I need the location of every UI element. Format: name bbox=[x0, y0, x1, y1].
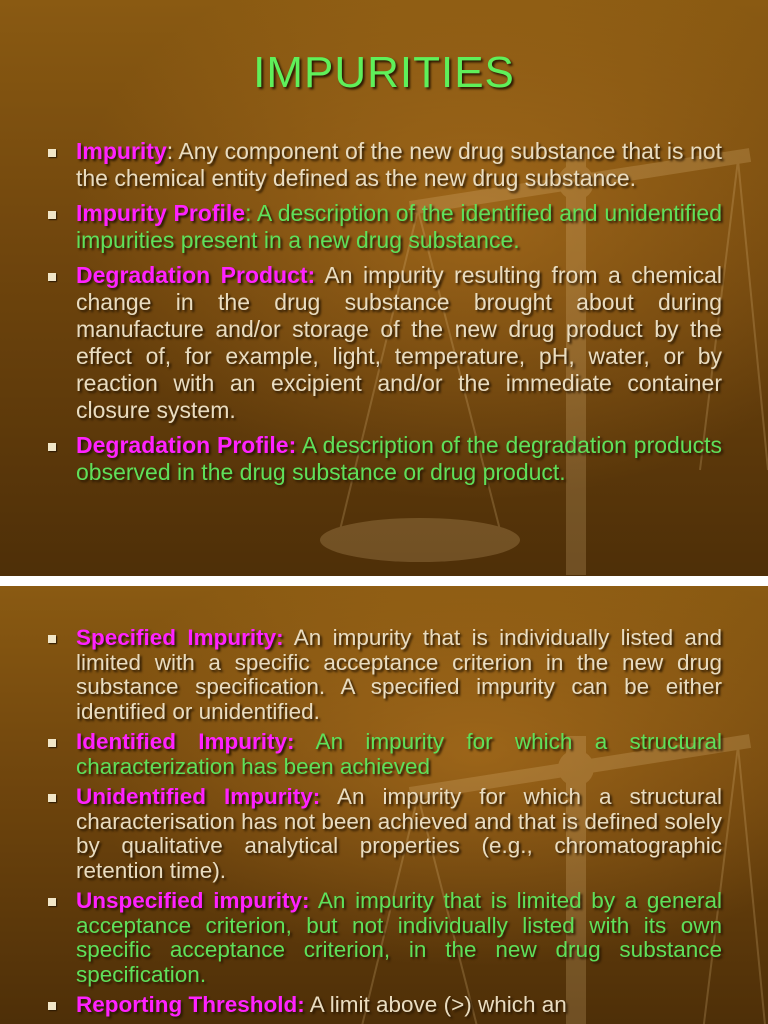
definition-term: Identified Impurity: bbox=[76, 729, 295, 754]
definition-term: Degradation Profile: bbox=[76, 432, 297, 458]
definition-text: An impurity that is limited by a general acceptance criterion, but not individually listed with its own specific acceptance criterion, in the new drug substance specification. bbox=[76, 888, 722, 987]
definition-term: Reporting Threshold: bbox=[76, 992, 305, 1017]
definition-term: Unspecified impurity: bbox=[76, 888, 310, 913]
definition-item bbox=[44, 626, 722, 724]
term-separator: : bbox=[245, 200, 252, 226]
bullet-square-icon bbox=[48, 794, 56, 802]
definition-text: An impurity for which a structural characterization has been achieved bbox=[76, 729, 723, 779]
definition-term: Unidentified Impurity: bbox=[76, 784, 321, 809]
definition-term: Impurity bbox=[76, 138, 167, 164]
definition-item bbox=[44, 200, 722, 254]
definition-term: Specified Impurity: bbox=[76, 625, 284, 650]
bullet-square-icon bbox=[48, 149, 56, 157]
bullet-square-icon bbox=[48, 739, 56, 747]
definition-term: Impurity Profile bbox=[76, 200, 246, 226]
definition-text: A description of the degradation products observed in the drug substance or drug product. bbox=[76, 432, 722, 485]
definition-text: A limit above (>) which an bbox=[304, 992, 567, 1017]
definition-text: An impurity resulting from a chemical change in the drug substance brought about during manufacture and/or storage of the new drug product by the effect of, for example, light, temperature, pH, water, or by reaction with an excipient and/or the immediate container closure system. bbox=[76, 262, 722, 423]
bullet-square-icon bbox=[48, 211, 56, 219]
bullet-square-icon bbox=[48, 898, 56, 906]
bullet-square-icon bbox=[48, 1002, 56, 1010]
bullet-square-icon bbox=[48, 635, 56, 643]
slide-2 bbox=[0, 586, 768, 1024]
definition-item bbox=[44, 432, 722, 486]
definition-text: Any component of the new drug substance that is not the chemical entity defined as the new drug substance. bbox=[76, 138, 722, 191]
definition-list-2 bbox=[44, 626, 722, 1024]
term-separator: : bbox=[166, 138, 174, 164]
definition-text: An impurity that is individually listed and limited with a specific acceptance criterion in the new drug substance specification. A specified impurity can be either identified or unidentified. bbox=[76, 625, 722, 724]
definition-text: A description of the identified and unidentified impurities present in a new drug substance. bbox=[76, 200, 722, 253]
definition-item bbox=[44, 262, 722, 424]
definition-term: Degradation Product: bbox=[76, 262, 316, 288]
definition-item bbox=[44, 785, 722, 883]
definition-list-1 bbox=[44, 138, 722, 494]
slide-title: IMPURITIES bbox=[253, 48, 515, 97]
definition-text: An impurity for which a structural characterisation has not been achieved and that is defined solely by qualitative analytical properties (e.g., chromatographic retention time). bbox=[76, 784, 722, 883]
definition-item bbox=[44, 730, 722, 779]
bullet-square-icon bbox=[48, 443, 56, 451]
bullet-square-icon bbox=[48, 273, 56, 281]
definition-item bbox=[44, 889, 722, 987]
definition-item bbox=[44, 138, 722, 192]
definition-item bbox=[44, 993, 722, 1018]
slide-separator bbox=[0, 576, 768, 586]
